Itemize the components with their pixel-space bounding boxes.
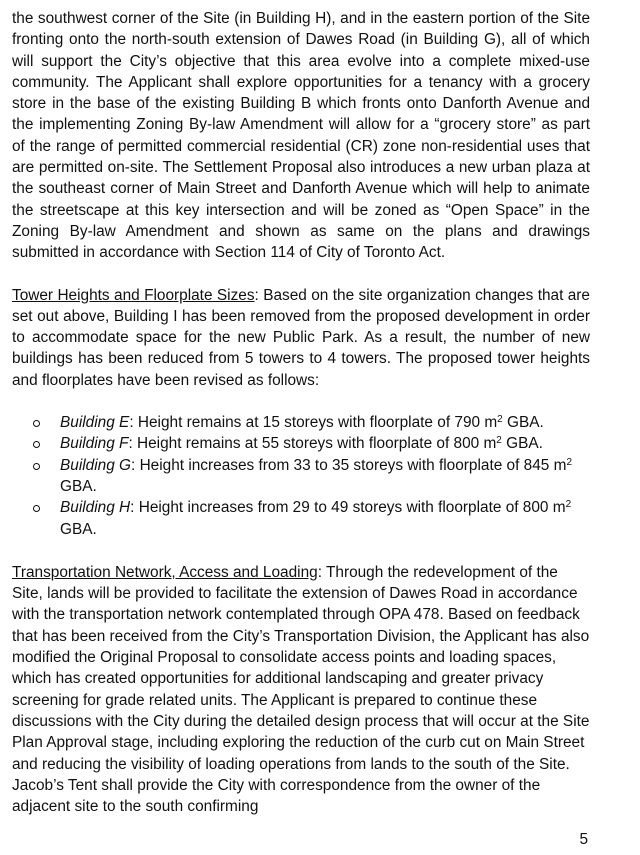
page-number: 5: [579, 831, 588, 848]
list-item-building-g: [60, 455, 590, 498]
list-item-building-e: [60, 412, 590, 433]
unit-superscript: 2: [496, 435, 502, 447]
hollow-circle-bullet-icon: [33, 505, 40, 512]
hollow-circle-bullet-icon: [33, 463, 40, 470]
transportation-text: : Through the redevelopment of the Site, lands will be provided to facilitate the extension of Dawes Road in accordance with the transportation network contemplated through OPA 478. Based on feedback that has been received from the City’s Transportation Division, the Applicant has also modified the Original Proposal to consolidate access points and loading spaces, which has created opportunities for additional landscaping and greater privacy screening for grade related units. The Applicant is prepared to continue these discussions with the City during the detailed design process that will occur at the Site Plan Approval stage, including exploring the reduction of the curb cut on Main Street and reducing the visibility of loading operations from lands to the south of the Site. Jacob’s Tent shall provide the City with correspondence from the owner of the adjacent site to the south confirming: [12, 563, 590, 816]
intro-paragraph: the southwest corner of the Site (in Building H), and in the eastern portion of the Site fronting onto the north-south extension of Dawes Road (in Building G), all of which will support the City’s objective that this area evolve into a complete mixed-use community. The Applicant shall explore opportunities for a tenancy with a grocery store in the base of the existing Building B which fronts onto Danforth Avenue and the implementing Zoning By-law Amendment will allow for a “grocery store” as part of the range of permitted commercial residential (CR) zone non-residential uses that are permitted on-site. The Settlement Proposal also introduces a new urban plaza at the southeast corner of Main Street and Danforth Avenue which will help to animate the streetscape at this key intersection and will be zoned as “Open Space” in the Zoning By-law Amendment and shown as same on the plans and drawings submitted in accordance with Section 114 of City of Toronto Act.: [12, 10, 590, 262]
unit-superscript: 2: [565, 499, 572, 511]
list-item-building-f: [60, 433, 590, 454]
building-text: : Height increases from 33 to 35 storeys with floorplate of 845 m: [131, 456, 567, 474]
building-name: Building E: [60, 414, 130, 432]
building-name: Building G: [60, 456, 132, 474]
hollow-circle-bullet-icon: [33, 420, 40, 427]
tower-heights-text: : Based on the site organization changes that are set out above, Building I has been removed from the proposed development in order to accommodate space for the new Public Park. As a result, the number of new buildings has been reduced from 5 towers to 4 towers. The proposed tower heights and floorplates have been revised as follows:: [12, 286, 590, 389]
transportation-heading: Transportation Network, Access and Loading: [12, 563, 318, 581]
building-list: [12, 412, 590, 540]
tower-heights-heading: Tower Heights and Floorplate Sizes: [12, 286, 255, 304]
tower-heights-paragraph: [12, 285, 590, 391]
building-text: : Height remains at 15 storeys with floorplate of 790 m: [129, 414, 498, 432]
building-name: Building F: [60, 435, 129, 453]
hollow-circle-bullet-icon: [33, 441, 40, 448]
document-page: [12, 8, 590, 817]
building-name: Building H: [60, 499, 131, 517]
transportation-paragraph: [12, 562, 590, 818]
building-text: : Height remains at 55 storeys with floorplate of 800 m: [128, 435, 497, 453]
building-unit: GBA.: [501, 435, 543, 453]
unit-superscript: 2: [497, 414, 503, 426]
building-unit: GBA.: [60, 520, 97, 538]
building-unit: GBA.: [502, 414, 544, 432]
building-unit: GBA.: [60, 477, 97, 495]
list-item-building-h: [60, 497, 590, 540]
unit-superscript: 2: [566, 456, 573, 468]
building-text: : Height increases from 29 to 49 storeys with floorplate of 800 m: [130, 499, 566, 517]
